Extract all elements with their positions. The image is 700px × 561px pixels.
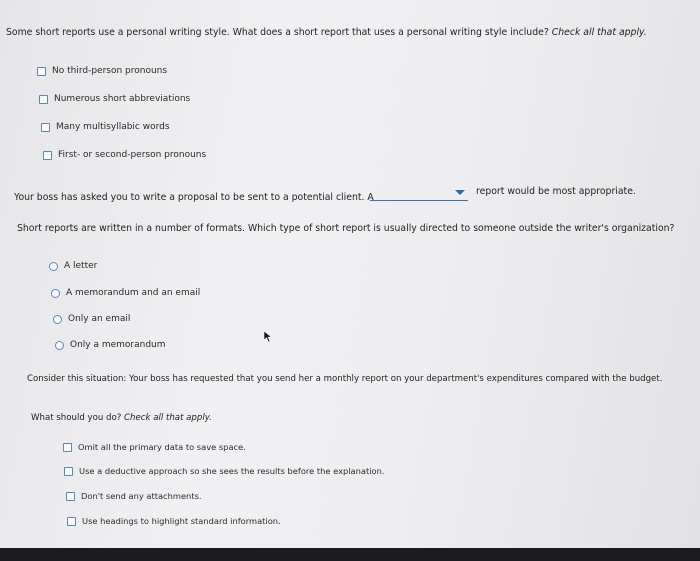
checkbox[interactable] [41,123,50,132]
option-label: Many multisyllabic words [56,122,170,132]
q1-option-1[interactable] [37,66,167,76]
radio-button[interactable] [51,289,60,298]
bottom-bar [0,548,700,561]
checkbox[interactable] [43,151,52,160]
q3-option-3[interactable] [53,314,130,324]
checkbox[interactable] [39,95,48,104]
checkbox[interactable] [66,492,75,501]
chevron-down-icon[interactable] [455,190,465,195]
option-label: Only a memorandum [70,340,166,350]
q3-option-4[interactable] [55,340,166,350]
q3-option-2[interactable] [51,288,200,298]
radio-button[interactable] [49,262,58,271]
q4-option-2[interactable] [64,466,385,476]
radio-button[interactable] [53,315,62,324]
checkbox[interactable] [64,467,73,476]
q1-option-2[interactable] [39,94,190,104]
radio-button[interactable] [55,341,64,350]
checkbox[interactable] [37,67,46,76]
q4-option-4[interactable] [67,516,281,526]
q1-instruction: Check all that apply. [551,27,647,38]
q1-option-3[interactable] [41,122,170,132]
option-label: Only an email [68,314,131,324]
q4-instruction: Check all that apply. [124,413,212,423]
q2-prefix: Your boss has asked you to write a proposal to be sent to a potential client. A [14,192,374,203]
option-label: No third-person pronouns [52,66,168,76]
option-label: First- or second-person pronouns [58,150,207,160]
checkbox[interactable] [63,443,72,452]
option-label: Omit all the primary data to save space. [78,442,246,452]
q2-suffix: report would be most appropriate. [476,186,636,197]
option-label: A memorandum and an email [66,288,201,298]
q4-option-1[interactable] [63,442,246,452]
option-label: Use headings to highlight standard information. [82,516,281,526]
mouse-cursor-icon [263,330,273,343]
q3-prompt: Short reports are written in a number of formats. Which type of short report is usually directed to someone outside the writer's organization? [17,223,675,234]
q1-prompt [6,27,647,38]
report-type-dropdown[interactable] [370,188,468,201]
option-label: Use a deductive approach so she sees the results before the explanation. [79,466,385,476]
q4-option-3[interactable] [66,491,202,501]
checkbox[interactable] [67,517,76,526]
q1-option-4[interactable] [43,150,206,160]
option-label: Don't send any attachments. [81,491,202,501]
q4-situation: Consider this situation: Your boss has requested that you send her a monthly report on your department's expenditures compared with the budget. [27,374,663,384]
option-label: A letter [64,261,98,271]
q4-prompt-text: What should you do? [31,413,122,423]
q3-option-1[interactable] [49,261,97,271]
option-label: Numerous short abbreviations [54,94,191,104]
q4-prompt [31,413,212,423]
q1-prompt-text: Some short reports use a personal writing style. What does a short report that uses a personal writing style include? [6,27,549,38]
